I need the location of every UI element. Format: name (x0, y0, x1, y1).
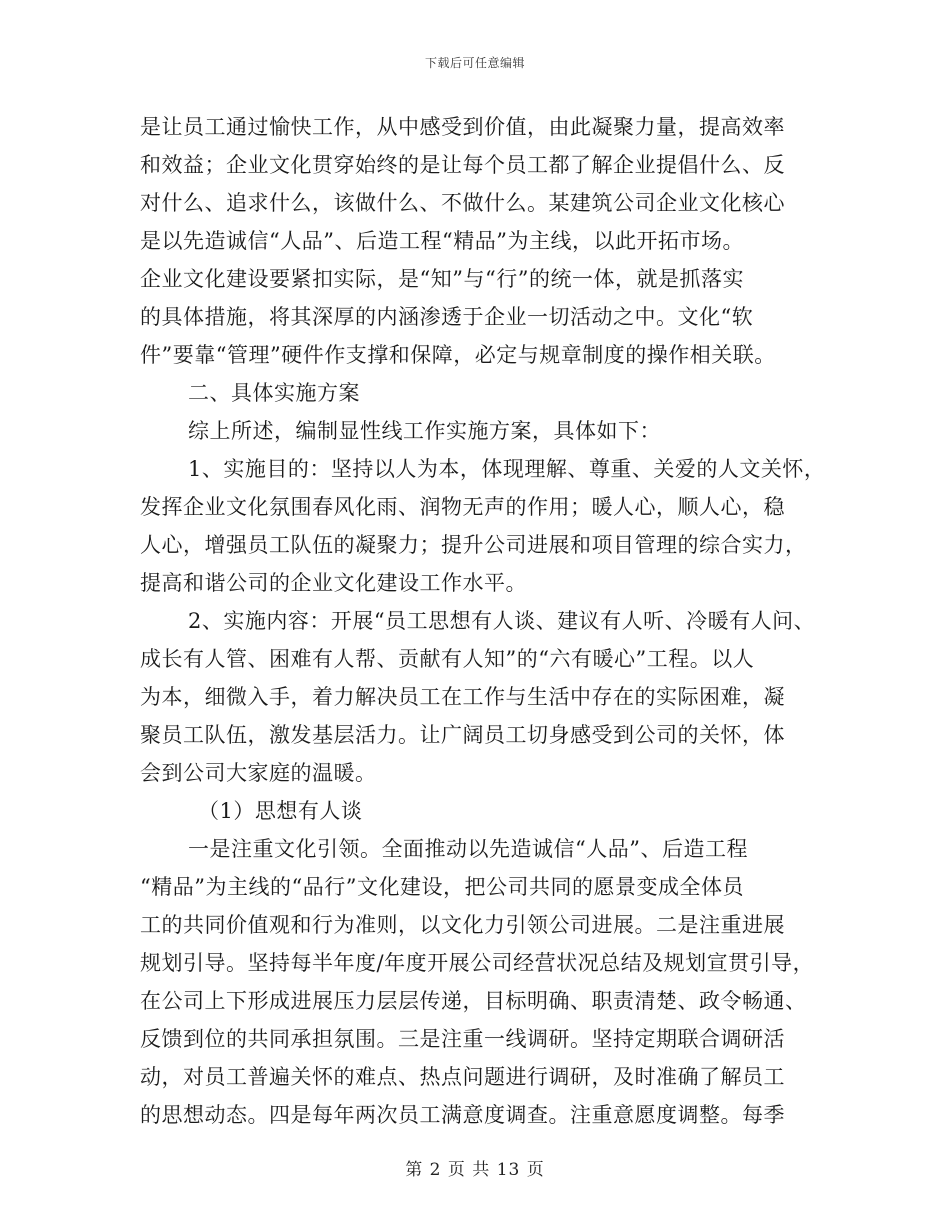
section-heading: 二、具体实施方案 (188, 381, 360, 405)
paragraph-line: 动，对员工普遍关怀的难点、热点问题进行调研，及时准确了解员工 (140, 1065, 785, 1089)
paragraph-line: 反馈到位的共同承担氛围。三是注重一线调研。坚持定期联合调研活 (140, 1027, 785, 1051)
paragraph-line: 成长有人管、困难有人帮、贡献有人知”的“六有暖心”工程。以人 (140, 647, 755, 671)
paragraph-line: 规划引导。坚持每半年度/年度开展公司经营状况总结及规划宣贯引导， (140, 951, 815, 975)
paragraph-line: 件”要靠“管理”硬件作支撑和保障，必定与规章制度的操作相关联。 (140, 343, 776, 367)
paragraph-line: 是以先造诚信“人品”、后造工程“精品”为主线，以此开拓市场。 (140, 229, 744, 253)
paragraph-line: 一是注重文化引领。全面推动以先造诚信“人品”、后造工程 (188, 837, 748, 861)
paragraph-line: 提高和谐公司的企业文化建设工作水平。 (140, 571, 527, 595)
paragraph-line: 的思想动态。四是每年两次员工满意度调查。注重意愿度调整。每季 (140, 1103, 785, 1127)
paragraph-line: 人心，增强员工队伍的凝聚力；提升公司进展和项目管理的综合实力， (140, 533, 807, 557)
paragraph-line: 聚员工队伍，激发基层活力。让广阔员工切身感受到公司的关怀，体 (140, 723, 785, 747)
page-header: 下载后可任意编辑 (424, 56, 525, 70)
paragraph-line: 和效益；企业文化贯穿始终的是让每个员工都了解企业提倡什么、反 (140, 153, 785, 177)
paragraph-line: 2、实施内容：开展“员工思想有人谈、建议有人听、冷暖有人问、 (188, 609, 816, 633)
paragraph-line: 综上所述，编制显性线工作实施方案，具体如下： (188, 419, 661, 443)
paragraph-line: 会到公司大家庭的温暖。 (140, 761, 377, 785)
paragraph-line: 的具体措施，将其深厚的内涵渗透于企业一切活动之中。文化“软 (140, 305, 754, 329)
paragraph-line: 发挥企业文化氛围春风化雨、润物无声的作用；暖人心，顺人心，稳 (140, 495, 785, 519)
paragraph-line: 工的共同价值观和行为准则，以文化力引领公司进展。二是注重进展 (140, 913, 785, 937)
paragraph-line: 1、实施目的：坚持以人为本，体现理解、尊重、关爱的人文关怀， (188, 457, 826, 481)
paragraph-line: 在公司上下形成进展压力层层传递，目标明确、职责清楚、政令畅通、 (140, 989, 807, 1013)
page-number-footer: 第 2 页 共 13 页 (405, 1160, 545, 1180)
paragraph-line: 为本，细微入手，着力解决员工在工作与生活中存在的实际困难，凝 (140, 685, 785, 709)
paragraph-line: 是让员工通过愉快工作，从中感受到价值，由此凝聚力量，提高效率 (140, 115, 785, 139)
paragraph-line: 对什么、追求什么，该做什么、不做什么。某建筑公司企业文化核心 (140, 191, 785, 215)
paragraph-line: “精品”为主线的“品行”文化建设，把公司共同的愿景变成全体员 (140, 875, 744, 899)
paragraph-line: 企业文化建设要紧扣实际，是“知”与“行”的统一体，就是抓落实 (140, 267, 744, 291)
document-body (140, 108, 826, 1134)
subsection-heading: （1）思想有人谈 (198, 799, 363, 823)
